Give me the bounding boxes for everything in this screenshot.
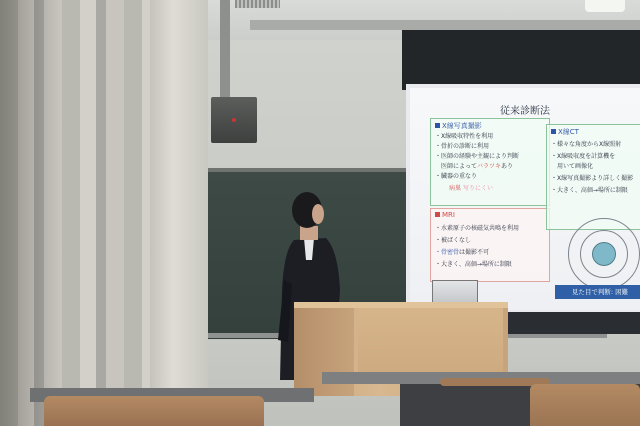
box-mri-line (435, 247, 489, 256)
lectern-front-panel (358, 308, 503, 374)
projected-slide (410, 88, 640, 310)
box-xray-highlight: 写りにくい (462, 185, 493, 192)
chair-back (44, 396, 264, 426)
box-xray-line: ・X線吸収特性を利用 (435, 133, 494, 140)
curtain-fold (150, 0, 208, 426)
screen-housing (402, 30, 640, 90)
slide-title: 従来診断法 (500, 106, 550, 117)
box-ct-line: ・X線写真撮影より詳しく撮影 (551, 175, 634, 182)
box-xray-highlight: バラツキ (477, 163, 502, 170)
lectern-top (294, 302, 508, 308)
ceiling-rail (250, 20, 640, 30)
box-xray-heading-text: X線写真撮影 (442, 122, 482, 130)
screen-base-bar (508, 312, 640, 334)
box-ct-line: 用いて画像化 (551, 163, 594, 170)
box-xray-line-part: あり (501, 163, 514, 170)
box-xray-line: ・臓器の重なり (435, 173, 478, 180)
box-mri-line-part: は撮影不可 (459, 249, 490, 256)
box-ct-heading-text: X線CT (558, 128, 579, 136)
bullet-square-icon (435, 212, 440, 217)
box-xray-line (435, 161, 513, 170)
box-ct-line: ・大きく、高価→場所に制限 (551, 187, 628, 194)
box-ct-line: ・様々な角度からX線照射 (551, 141, 622, 148)
box-mri-highlight: ・骨密骨 (435, 249, 460, 256)
box-mri-line: ・水素原子の核磁気共鳴を利用 (435, 225, 520, 232)
slide-box-ct (546, 124, 640, 230)
speaker-indicator-light (232, 118, 236, 122)
bullet-square-icon (435, 123, 440, 128)
speaker-mount-pole (220, 0, 230, 100)
ct-scanner-core (592, 242, 616, 266)
chair-back (530, 384, 640, 426)
box-mri-line: ・大きく、高価→場所に制限 (435, 261, 512, 268)
ceiling-vent (235, 0, 280, 8)
slide-box-mri (430, 208, 550, 282)
bullet-square-icon (551, 129, 556, 134)
box-ct-heading (551, 127, 579, 137)
box-xray-line: ・骨折の診断に利用 (435, 143, 490, 150)
box-mri-line: ・被ばくなし (435, 237, 472, 244)
box-xray-heading (435, 121, 482, 131)
box-xray-line: ・医師の経験や主観により判断 (435, 153, 520, 160)
slide-box-xray (430, 118, 550, 206)
box-mri-heading-text: MRI (442, 211, 455, 219)
ceiling-light (585, 0, 625, 12)
box-ct-line: ・X線吸収度を計算機を (551, 153, 616, 160)
box-xray-line-part: 医師によって (435, 163, 478, 170)
box-mri-heading (435, 211, 455, 219)
slide-footer-banner: 見た目で判断: 困難 (555, 285, 640, 299)
box-xray-highlight: 病巣 (449, 185, 462, 192)
curtain-shadow (0, 0, 60, 426)
box-xray-line (449, 183, 493, 192)
